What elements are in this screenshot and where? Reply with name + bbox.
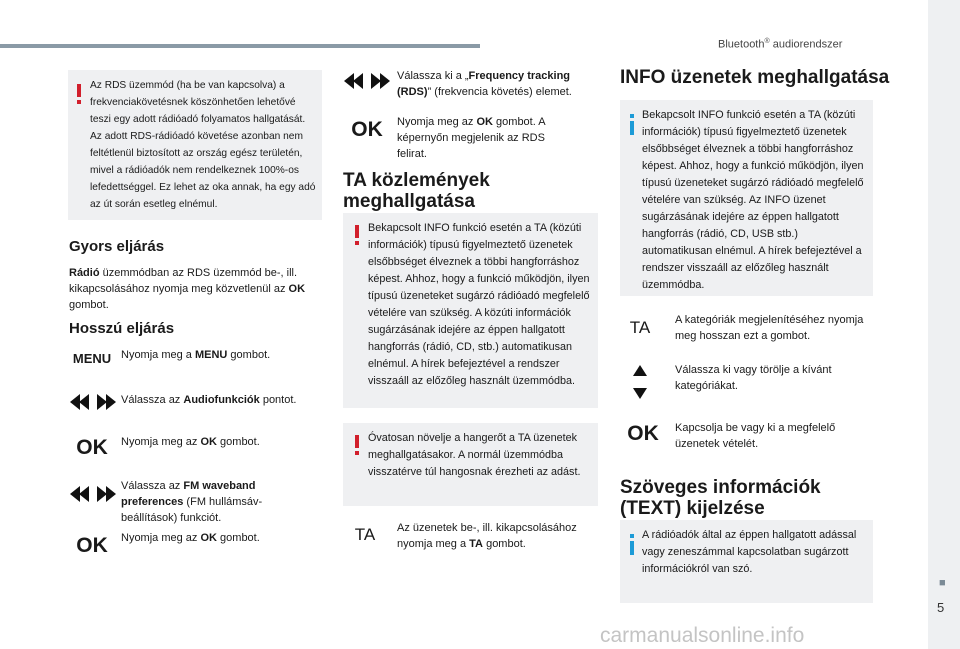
step-ok-rds: Nyomja meg az OK gombot. A képernyőn megjelenik az RDS felirat. — [397, 116, 545, 160]
text-note-text: A rádióadók által az éppen hallgatott adással vagy zeneszámmal kapcsolatban sugárzott információkról van szó. — [642, 529, 857, 575]
text-section-title: Szöveges információk (TEXT) kijelzése — [620, 477, 821, 519]
info-icon — [630, 534, 634, 555]
page-number: 5 — [937, 600, 945, 615]
ta-note-text: Bekapcsolt INFO funkció esetén a TA (közúti információk) típusú figyelmeztető üzenetek elsőbbséget élveznek a többi hangforráshoz képest. Ahhoz, hogy a funkció működjön, ilyen típusú üzeneteket sugárzó rádióadó megfelelő vételére van szükség. A közúti információk sugárzásának idejére az éppen hallgatott hangforrás (rádió, CD, stb.) automatikusan elnémul. A hírek befejeztével a rendszer visszaáll az előzőleg használt üzemmódba. — [368, 222, 590, 387]
warning-icon — [355, 225, 359, 245]
step-fm-preferences: Válassza az FM waveband preferences (FM hullámsáv-beállítások) funkciót. — [121, 480, 263, 524]
step-select-categories: Válassza ki vagy törölje a kívánt kategóriákat. — [675, 364, 832, 392]
up-down-arrows-icon — [633, 365, 647, 404]
step-ta-toggle: Az üzenetek be-, ill. kikapcsolásához nyomja meg a TA gombot. — [397, 522, 577, 550]
warning-icon — [77, 84, 81, 104]
ok-button-icon: OK — [627, 422, 659, 445]
ta-button-icon: TA — [629, 318, 651, 337]
info-note-box — [620, 100, 873, 296]
step-show-categories: A kategóriák megjelenítéséhez nyomja meg hosszan ezt a gombot. — [675, 314, 864, 342]
watermark: carmanualsonline.info — [600, 624, 805, 647]
ta-section-title: TA közlemények meghallgatása — [343, 170, 490, 212]
ok-button-icon: OK — [76, 436, 108, 459]
info-section-title: INFO üzenetek meghallgatása — [620, 67, 890, 88]
ta-volume-note-text: Óvatosan növelje a hangerőt a TA üzenetek meghallgatásakor. A normál üzemmódba visszatérve túl hangosnak érezheti az adást. — [368, 432, 581, 478]
step-toggle-messages: Kapcsolja be vagy ki a megfelelő üzenetek vételét. — [675, 422, 836, 450]
header-rule — [0, 44, 480, 48]
page-marker: ■ — [939, 577, 946, 589]
rds-note-text: Az RDS üzemmód (ha be van kapcsolva) a frekvenciakövetésnek köszönhetően lehetővé teszi egy adott rádióadó folyamatos hallgatását. Az adott RDS-rádióadó követése azonban nem feltétlenül biztosított az ország egész területén, mivel a rádióadók nem rendelkeznek 100%-os lefedettséggel. Ez lehet az oka annak, ha egy adó az út során esetleg elnémul. — [90, 80, 316, 210]
ta-button-icon: TA — [354, 525, 376, 544]
long-procedure-title: Hosszú eljárás — [69, 320, 175, 337]
warning-icon — [355, 435, 359, 455]
quick-procedure-text: Rádió üzemmódban az RDS üzemmód be-, ill. kikapcsolásához nyomja meg közvetlenül az OK gombot. — [69, 267, 306, 311]
ta-note-box — [343, 213, 598, 408]
step-audio-functions: Válassza az Audiofunkciók pontot. — [121, 394, 297, 406]
step-press-ok: Nyomja meg az OK gombot. — [121, 532, 260, 544]
rds-note-box — [68, 70, 322, 220]
left-right-arrows-icon — [344, 73, 390, 89]
left-right-arrows-icon — [70, 486, 116, 502]
menu-button-icon: MENU — [72, 351, 112, 366]
ta-volume-note-box — [343, 423, 598, 506]
step-press-ok: Nyomja meg az OK gombot. — [121, 436, 260, 448]
ok-button-icon: OK — [76, 534, 108, 557]
quick-procedure-title: Gyors eljárás — [69, 238, 165, 255]
section-title: Bluetooth® audiorendszer — [718, 38, 843, 51]
info-note-text: Bekapcsolt INFO funkció esetén a TA (közúti információk) típusú figyelmeztető üzenetek elsőbbséget élveznek a többi hangforráshoz képest. Ahhoz, hogy a funkció működjön, ilyen típusú üzeneteket sugárzó rádióadó megfelelő vételére van szükség. Az INFO üzenet sugárzásának idejére az éppen hallgatott hangforrás (rádió, CD, USB stb.) automatikusan elnémul. A hírek befejeztével a rendszer visszaáll az előzőleg használt üzemmódba. — [642, 109, 864, 291]
step-menu: Nyomja meg a MENU gombot. — [121, 349, 271, 361]
step-frequency-tracking: Válassza ki a „Frequency tracking (RDS)” (frekvencia követés) elemet. — [397, 70, 572, 98]
ok-button-icon: OK — [351, 118, 383, 141]
left-right-arrows-icon — [70, 394, 116, 410]
info-icon — [630, 114, 634, 135]
text-note-box — [620, 520, 873, 603]
side-margin-bar — [928, 0, 960, 649]
